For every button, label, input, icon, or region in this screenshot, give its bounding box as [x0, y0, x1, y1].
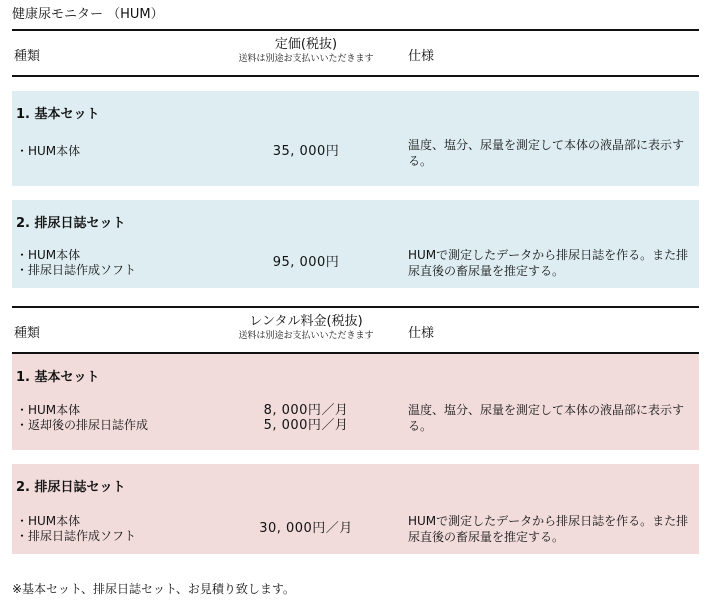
header-type: 種類	[14, 49, 41, 64]
row-title: 1. 基本セット	[16, 107, 100, 122]
table-row-log-set	[12, 200, 699, 288]
row-items	[16, 514, 136, 544]
row-price	[212, 144, 400, 159]
table-header	[12, 29, 699, 73]
row-items	[16, 403, 148, 433]
row-title: 1. 基本セット	[16, 370, 100, 385]
price-value: 5, 000円／月	[263, 418, 349, 433]
row-spec: 温度、塩分、尿量を測定して本体の液晶部に表示する。	[408, 138, 685, 168]
row-price	[212, 521, 400, 536]
footnote: ※基本セット、排尿日誌セット、お見積り致します。	[12, 582, 295, 596]
row-spec: 温度、塩分、尿量を測定して本体の液晶部に表示する。	[408, 403, 685, 433]
header-type: 種類	[14, 326, 41, 341]
header-price	[212, 314, 400, 342]
header-spec: 仕様	[408, 326, 435, 341]
row-item: ・HUM本体	[16, 144, 81, 158]
row-spec: HUMで測定したデータから排尿日誌を作る。また排尿直後の畜尿量を推定する。	[408, 248, 689, 278]
row-title: 2. 排尿日誌セット	[16, 480, 126, 495]
row-items	[16, 248, 136, 278]
header-spec: 仕様	[408, 49, 435, 64]
price-value: 8, 000円／月	[263, 403, 349, 418]
row-title: 2. 排尿日誌セット	[16, 216, 126, 231]
purchase-price-table	[12, 29, 699, 288]
table-header	[12, 306, 699, 350]
price-value: 95, 000円	[272, 255, 340, 270]
table-row-log-set	[12, 464, 699, 554]
row-item: ・排尿日誌作成ソフト	[16, 263, 137, 277]
row-item: ・排尿日誌作成ソフト	[16, 529, 137, 543]
row-item: ・返却後の排尿日誌作成	[16, 418, 149, 432]
row-item: ・HUM本体	[16, 514, 81, 528]
price-value: 35, 000円	[272, 144, 340, 159]
header-price-label: レンタル料金(税抜)	[249, 314, 363, 329]
table-row-basic-set	[12, 91, 699, 186]
table-row-basic-set	[12, 354, 699, 450]
page-title: 健康尿モニター （HUM）	[12, 7, 164, 22]
rental-price-table	[12, 306, 699, 554]
row-item: ・HUM本体	[16, 248, 81, 262]
row-price	[212, 403, 400, 433]
header-price-note: 送料は別途お支払いいただきます	[238, 331, 374, 341]
row-price	[212, 255, 400, 270]
header-divider	[12, 75, 699, 77]
price-value: 30, 000円／月	[259, 521, 353, 536]
header-price	[212, 37, 400, 65]
header-price-label: 定価(税抜)	[274, 37, 338, 52]
row-spec: HUMで測定したデータから排尿日誌を作る。また排尿直後の畜尿量を推定する。	[408, 514, 689, 544]
header-price-note: 送料は別途お支払いいただきます	[238, 54, 374, 64]
row-items	[16, 144, 80, 159]
row-item: ・HUM本体	[16, 403, 81, 417]
